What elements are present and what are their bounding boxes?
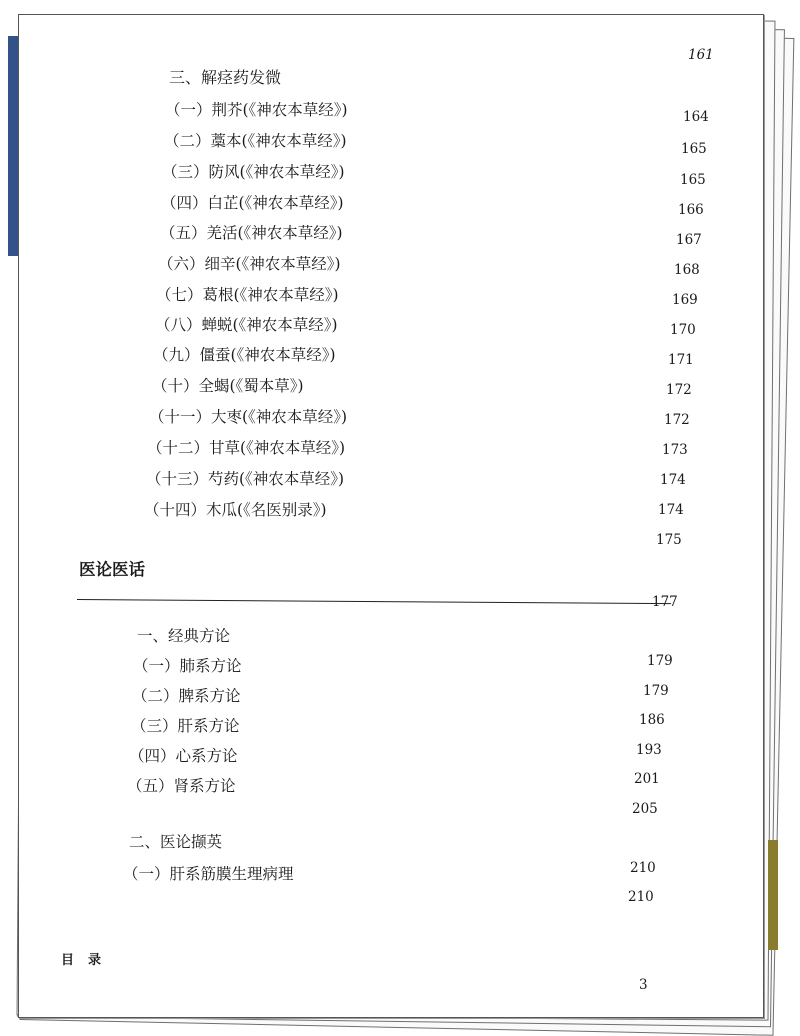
toc-entry-page: 174 <box>658 502 684 518</box>
toc-entry: （六）细辛(《神农本草经》) <box>158 255 341 273</box>
toc-entry-page: 167 <box>676 232 702 248</box>
binding-strip-olive <box>768 840 778 950</box>
toc-entry: （四）白芷(《神农本草经》) <box>161 194 344 212</box>
toc-entry-page: 193 <box>636 742 662 758</box>
toc-entry-page: 175 <box>656 532 682 548</box>
toc-entry: （九）僵蚕(《神农本草经》) <box>153 346 336 364</box>
section-title: 三、解痉药发微 <box>169 68 282 87</box>
toc-entry: （二）藁本(《神农本草经》) <box>164 132 347 150</box>
toc-entry: （七）葛根(《神农本草经》) <box>156 286 339 304</box>
part-title: 医论医话 <box>79 560 145 579</box>
footer-label: 目录 <box>61 953 116 968</box>
toc-page <box>18 14 764 1018</box>
toc-entry: （一）肺系方论 <box>133 657 242 675</box>
toc-entry-page: 171 <box>668 352 694 368</box>
toc-entry-page: 210 <box>628 889 654 905</box>
section-page: 164 <box>683 109 709 125</box>
subsection-page: 179 <box>647 653 673 669</box>
toc-entry-page: 166 <box>678 202 704 218</box>
toc-entry-page: 168 <box>674 262 700 278</box>
toc-entry-page: 165 <box>680 172 706 188</box>
toc-entry-page: 201 <box>634 771 660 787</box>
toc-entry-page: 169 <box>672 292 698 308</box>
toc-entry-page: 186 <box>639 712 665 728</box>
toc-entry-page: 172 <box>664 412 690 428</box>
toc-entry: （十）全蝎(《蜀本草》) <box>152 377 304 395</box>
toc-entry: （五）肾系方论 <box>127 777 236 795</box>
toc-entry-page: 173 <box>662 442 688 458</box>
toc-entry-page: 205 <box>632 801 658 817</box>
part-divider <box>77 599 671 604</box>
toc-entry: （二）脾系方论 <box>132 687 241 705</box>
toc-entry: （十三）芍药(《神农本草经》) <box>146 470 345 488</box>
subsection-page: 210 <box>630 860 656 876</box>
toc-entry: （一）荆芥(《神农本草经》) <box>165 101 348 119</box>
toc-entry: （十四）木瓜(《名医别录》) <box>144 501 327 519</box>
toc-entry: （十二）甘草(《神农本草经》) <box>147 439 346 457</box>
toc-entry-page: 165 <box>681 141 707 157</box>
toc-entry: （三）肝系方论 <box>131 717 240 735</box>
toc-entry: （八）蝉蜕(《神农本草经》) <box>155 316 338 334</box>
subsection-title: 一、经典方论 <box>137 627 231 645</box>
toc-entry: （三）防风(《神农本草经》) <box>162 163 345 181</box>
toc-entry: （四）心系方论 <box>129 747 238 765</box>
toc-entry-page: 174 <box>660 472 686 488</box>
part-page: 177 <box>652 594 678 610</box>
toc-entry-page: 179 <box>643 683 669 699</box>
toc-page-number: 161 <box>688 47 714 63</box>
toc-entry: （一）肝系筋膜生理病理 <box>123 865 294 883</box>
toc-entry-page: 170 <box>670 322 696 338</box>
toc-entry: （五）羌活(《神农本草经》) <box>160 224 343 242</box>
footer-page-number: 3 <box>639 977 648 993</box>
subsection-title: 二、医论撷英 <box>129 833 223 851</box>
toc-entry: （十一）大枣(《神农本草经》) <box>149 408 348 426</box>
toc-entry-page: 172 <box>666 382 692 398</box>
